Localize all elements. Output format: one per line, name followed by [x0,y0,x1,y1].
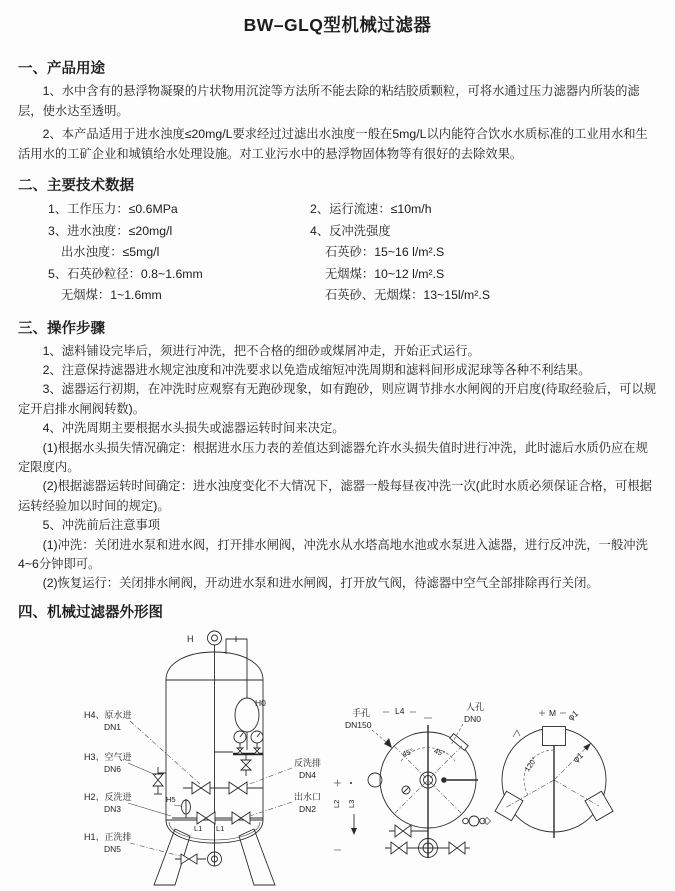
top-vent-gauge [208,631,222,652]
section-usage-heading: 一、产品用途 [18,61,105,77]
tech-item: 石英砂：15~16 l/m².S [325,245,445,259]
gauge-drain-valve [241,760,251,770]
label-raw-water-dn: DN1 [104,722,122,732]
doc-title: BW–GLQ型机械过滤器 [243,15,432,35]
label-raw-water-inlet: H4、原水进 [84,710,132,720]
label-backwash-inlet-dn: DN3 [104,804,122,814]
step-item: 1、滤料铺设完毕后，须进行冲洗，把不合格的细砂或煤屑冲走，开始正式运行。 [42,343,480,358]
section-drawing-heading: 四、机械过滤器外形图 [18,605,163,621]
label-backwash-drain: 反洗排 [294,758,322,768]
center-hub [402,772,478,794]
tech-item: 无烟煤：10~12 l/m².S [325,266,445,281]
tech-col-right [310,199,490,307]
step-item: 2、注意保持滤器进水规定浊度和冲洗要求以免造成缩短冲洗周期和滤料间形成泥球等各种不利结果。 [42,362,591,377]
tech-item: 5、石英砂粒径：0.8~1.6mm [48,266,203,281]
usage-paragraph-1: 1、水中含有的悬浮物凝聚的片状物用沉淀等方法所不能去除的粘结胶质颗粒，可将水通过压力滤器内所装的滤层，使水达至透明。 [18,84,640,118]
section-steps [0,317,675,594]
label-water-outlet-dn: DN2 [299,804,317,814]
label-angle-45-right: 45° [432,746,447,759]
label-height-h: H [187,634,194,644]
step-item: (2)恢复运行：关闭排水闸阀，开动进水泵和进水闸阀，打开放气阀，待滤器中空气全部排除再行关闭。 [42,576,599,591]
label-l3: L3 [347,799,356,808]
section-usage [0,57,675,164]
tech-item: 2、运行流速：≤10m/h [310,202,432,216]
label-l2: L2 [332,799,341,808]
tech-item: 4、反冲洗强度 [310,223,391,238]
step-item: (1)根据水头损失情况确定：根据进水压力表的差值达到滤器允许水头损失值时进行冲洗，此时滤后水质仍应在规定限度内。 [18,440,648,474]
tech-col-left [48,199,310,307]
step-item: (2)根据滤器运转时间确定：进水浊度变化不大情况下，滤器一般每昼夜冲洗一次(此时水质必须保证合格，可根据运转经验加以时间的规定)。 [18,479,652,513]
label-man-hole-dn: DN0 [464,714,482,724]
label-angle-120: 120° [522,755,539,774]
tech-data-grid [48,199,659,307]
label-angle-45-left: 45° [400,746,415,759]
tech-item: 石英砂、无烟煤：13~15l/m².S [325,288,491,302]
tech-item: 无烟煤：1~1.6mm [61,288,162,302]
leg-pad-top [543,727,566,746]
step-item: 3、滤器运行初期，在冲洗时应观察有无跑砂现象，如有跑砂，则应调节排水水闸阀的开启度(待取经验后，可以规定开启排水闸阀转数)。 [18,382,657,416]
tech-item: 3、进水浊度：≤20mg/l [48,223,173,238]
label-phi1-diagonal: φ1 [570,750,585,765]
label-h5: H5 [166,795,176,804]
label-air-inlet: H3、空气进 [84,752,132,762]
label-backwash-inlet: H2、反洗进 [84,792,132,802]
top-view-drawing [332,701,485,858]
front-elevation-view [84,631,321,885]
label-h0: H0 [255,698,266,708]
dimension-marks [334,780,357,851]
label-l1-left: L1 [194,824,203,833]
label-man-hole: 人孔 [466,702,485,712]
section-steps-heading: 三、操作步骤 [18,320,105,337]
label-m: M [549,708,557,718]
bottom-view-drawing [483,708,613,838]
tech-item: 出水浊度：≤5mg/l [61,245,160,259]
label-hand-hole: 手孔 [352,708,371,718]
label-l4: L4 [395,706,405,716]
air-inlet-assembly [153,767,166,794]
section-tech-heading: 二、主要技术数据 [18,178,134,194]
step-item: 5、冲洗前后注意事项 [42,518,161,533]
section-tech-data [0,174,675,307]
label-water-outlet: 出水口 [294,792,322,802]
tech-item: 1、工作压力：≤0.6MPa [48,202,178,216]
label-forward-wash-drain: H1、正洗排 [84,832,132,842]
label-hand-hole-dn: DN150 [345,720,372,730]
small-drain-fitting [463,816,486,826]
label-forward-wash-dn: DN5 [104,844,122,854]
label-phi1-top: φ1 [565,708,581,723]
usage-paragraph-2: 2、本产品适用于进水浊度≤20mg/L要求经过过滤出水浊度一般在5mg/L以内能符合饮水水质标准的工业用水和生活用水的工矿企业和城镇给水处理设施。对工业污水中的悬浮物固体物等有很好的去除效果。 [18,127,648,161]
label-l1-right: L1 [216,824,225,833]
label-backwash-drain-dn: DN4 [299,770,317,780]
step-item: (1)冲洗：关闭进水泵和进水阀，打开排水闸阀，冲洗水从水塔高地水池或水泵进入滤器，进行反冲洗，一般冲洗4~6分钟即可。 [18,537,648,571]
outline-drawing [0,626,675,891]
step-item: 4、冲洗周期主要根据水头损失或滤器运转时间来决定。 [42,421,345,436]
label-air-inlet-dn: DN6 [104,764,122,774]
